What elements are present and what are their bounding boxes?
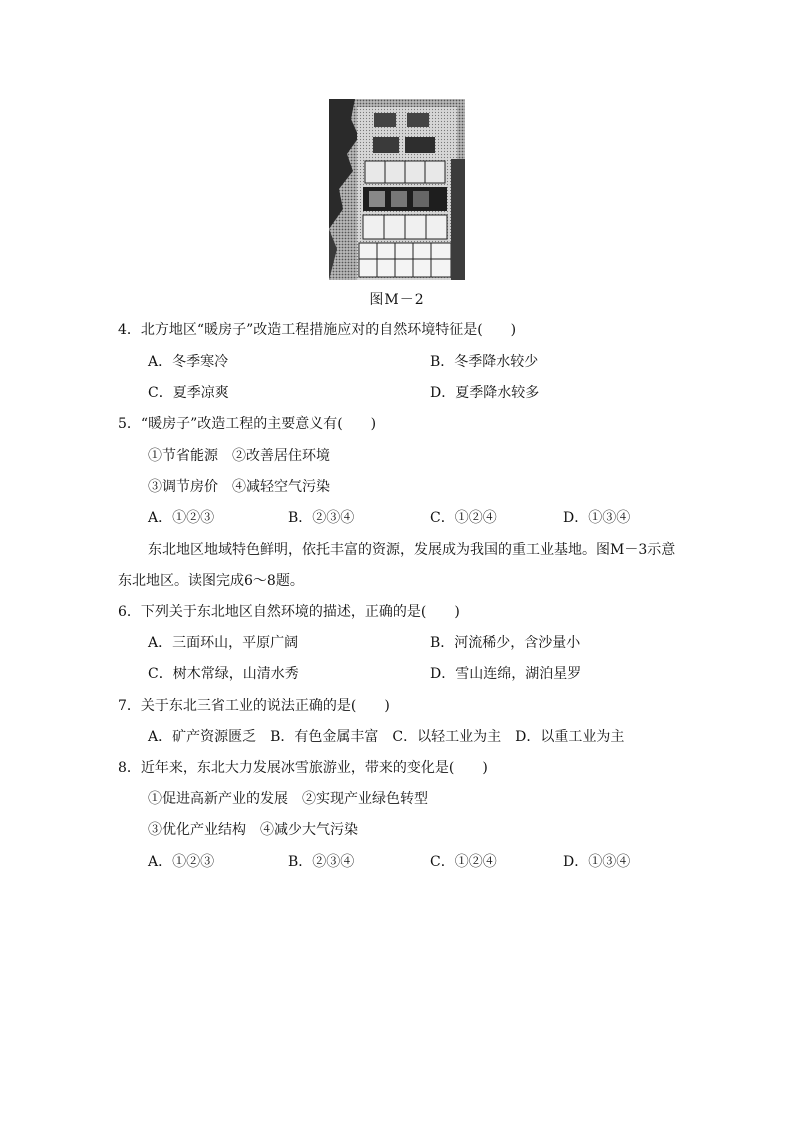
question-8-option-b: B．②③④ <box>288 854 355 870</box>
question-6-option-d: D．雪山连绵，湖泊星罗 <box>430 666 582 682</box>
question-6-option-b: B．河流稀少，含沙量小 <box>430 635 581 651</box>
question-5-option-c: C．①②④ <box>430 510 497 526</box>
passage-line-2: 东北地区。读图完成6～8题。 <box>118 573 304 589</box>
question-8-stem: 8．近年来，东北大力发展冰雪旅游业，带来的变化是( ) <box>118 760 488 776</box>
passage-line-1: 东北地区地域特色鲜明，依托丰富的资源，发展成为我国的重工业基地。图M－3示意 <box>148 542 676 558</box>
building-photo <box>329 99 465 280</box>
question-4-option-c: C．夏季凉爽 <box>148 385 229 401</box>
question-5-stem: 5．“暖房子”改造工程的主要意义有( ) <box>118 416 377 432</box>
question-8-option-a: A．①②③ <box>148 854 215 870</box>
question-4-option-a: A．冬季寒冷 <box>148 354 229 370</box>
question-6-option-a: A．三面环山，平原广阔 <box>148 635 299 651</box>
question-4-option-b: B．冬季降水较少 <box>430 354 539 370</box>
question-6-stem: 6．下列关于东北地区自然环境的描述，正确的是( ) <box>118 604 460 620</box>
question-5-statements-1: ①节省能源 ②改善居住环境 <box>148 448 330 464</box>
question-7-options: A．矿产资源匮乏 B．有色金属丰富 C．以轻工业为主 D．以重工业为主 <box>148 729 625 745</box>
question-8-option-c: C．①②④ <box>430 854 497 870</box>
question-5-option-a: A．①②③ <box>148 510 215 526</box>
question-6-option-c: C．树木常绿，山清水秀 <box>148 666 299 682</box>
question-4-stem: 4．北方地区“暖房子”改造工程措施应对的自然环境特征是( ) <box>118 322 517 338</box>
question-8-statements-1: ①促进高新产业的发展 ②实现产业绿色转型 <box>148 791 428 807</box>
question-8-statements-2: ③优化产业结构 ④减少大气污染 <box>148 822 358 838</box>
question-5-option-d: D．①③④ <box>563 510 631 526</box>
question-8-option-d: D．①③④ <box>563 854 631 870</box>
question-5-option-b: B．②③④ <box>288 510 355 526</box>
question-4-option-d: D．夏季降水较多 <box>430 385 540 401</box>
question-7-stem: 7．关于东北三省工业的说法正确的是( ) <box>118 698 390 714</box>
figure-caption: 图M－2 <box>369 292 425 308</box>
question-5-statements-2: ③调节房价 ④减轻空气污染 <box>148 479 330 495</box>
